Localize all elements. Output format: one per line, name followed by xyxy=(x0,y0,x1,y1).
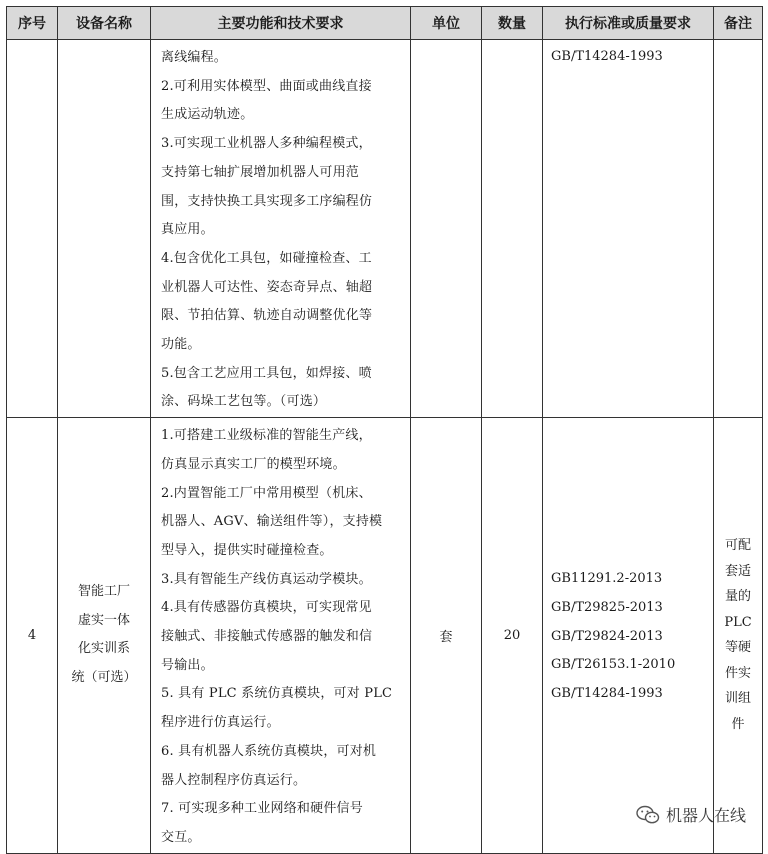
standard-line: GB/T14284-1993 xyxy=(551,49,663,64)
func-line: 4.具有传感器仿真模块，可实现常见 xyxy=(161,600,372,616)
standard-line: GB11291.2-2013 xyxy=(551,571,663,587)
func-line: 型导入，提供实时碰撞检查。 xyxy=(161,542,333,558)
func-line: 7. 可实现多种工业网络和硬件信号 xyxy=(161,801,363,817)
header-device-name: 设备名称 xyxy=(58,7,151,40)
header-unit: 单位 xyxy=(411,7,482,40)
row2-quantity: 20 xyxy=(482,418,543,854)
func-line: 2.可利用实体模型、曲面或曲线直接 xyxy=(161,78,372,94)
row2-name xyxy=(58,418,151,854)
func-line: 5. 具有 PLC 系统仿真模块，可对 PLC xyxy=(161,686,393,702)
header-standard: 执行标准或质量要求 xyxy=(543,7,714,40)
func-line: 功能。 xyxy=(161,337,201,353)
standard-line: GB/T29825-2013 xyxy=(551,599,663,615)
header-note: 备注 xyxy=(714,7,763,40)
func-line: 3.具有智能生产线仿真运动学模块。 xyxy=(161,571,372,587)
note-line: 量的 xyxy=(724,589,751,605)
header-index: 序号 xyxy=(7,7,58,40)
func-line: 5.包含工艺应用工具包，如焊接、喷 xyxy=(161,365,372,381)
note-line: 套适 xyxy=(724,563,751,579)
note-line: 件实 xyxy=(724,665,751,681)
func-line: 仿真显示真实工厂的模型环境。 xyxy=(161,456,346,472)
func-line: 器人控制程序仿真运行。 xyxy=(161,772,307,788)
standard-line: GB/T29824-2013 xyxy=(551,628,663,644)
func-line: 接触式、非接触式传感器的触发和信 xyxy=(161,629,373,645)
watermark xyxy=(636,803,746,826)
row2-index: 4 xyxy=(7,418,58,854)
func-line: 支持第七轴扩展增加机器人可用范 xyxy=(161,164,360,180)
func-line: 程序进行仿真运行。 xyxy=(161,715,280,731)
note-line: 训组 xyxy=(724,691,751,707)
func-line: 2.内置智能工厂中常用模型（机床、 xyxy=(161,485,372,501)
header-quantity: 数量 xyxy=(482,7,543,40)
name-line: 化实训系 xyxy=(77,641,130,657)
name-line: 统（可选） xyxy=(71,670,137,686)
func-line: 生成运动轨迹。 xyxy=(161,107,254,123)
note-line: 可配 xyxy=(724,538,751,554)
row2-function xyxy=(151,418,411,854)
row2-unit: 套 xyxy=(411,418,482,854)
row1-name xyxy=(58,40,151,418)
func-line: 6. 具有机器人系统仿真模块，可对机 xyxy=(161,743,377,759)
func-line: 号输出。 xyxy=(161,657,214,673)
func-line: 3.可实现工业机器人多种编程模式， xyxy=(161,136,372,152)
func-line: 围，支持快换工具实现多工序编程仿 xyxy=(161,193,373,209)
watermark-text: 机器人在线 xyxy=(665,806,746,825)
func-line: 1.可搭建工业级标准的智能生产线， xyxy=(161,428,372,444)
standard-line: GB/T14284-1993 xyxy=(551,685,663,701)
func-line: 限、节拍估算、轨迹自动调整优化等 xyxy=(161,308,373,324)
header-function: 主要功能和技术要求 xyxy=(151,7,411,40)
func-line: 4.包含优化工具包，如碰撞检查、工 xyxy=(161,250,372,266)
func-line: 离线编程。 xyxy=(161,50,228,65)
func-line: 交互。 xyxy=(161,829,201,845)
func-line: 机器人、AGV、输送组件等），支持模 xyxy=(161,514,383,530)
func-line: 真应用。 xyxy=(161,222,214,238)
note-line: 等硬 xyxy=(724,640,751,656)
row1-index xyxy=(7,40,58,418)
table-row xyxy=(7,418,763,854)
row1-note xyxy=(714,40,763,418)
equipment-table xyxy=(6,6,763,854)
note-line: PLC xyxy=(724,614,752,630)
name-line: 虚实一体 xyxy=(77,612,130,628)
name-line: 智能工厂 xyxy=(77,584,130,599)
row2-note xyxy=(714,418,763,854)
standard-line: GB/T26153.1-2010 xyxy=(551,657,676,673)
wechat-icon xyxy=(636,805,660,825)
note-line: 件 xyxy=(731,716,745,732)
row1-quantity xyxy=(482,40,543,418)
row1-unit xyxy=(411,40,482,418)
row2-standard xyxy=(543,418,714,854)
header-row xyxy=(7,7,763,40)
row1-function xyxy=(151,40,411,418)
func-line: 涂、码垛工艺包等。（可选） xyxy=(161,394,327,410)
func-line: 业机器人可达性、姿态奇异点、轴超 xyxy=(161,279,373,295)
row1-standard xyxy=(543,40,714,418)
table-row xyxy=(7,40,763,418)
